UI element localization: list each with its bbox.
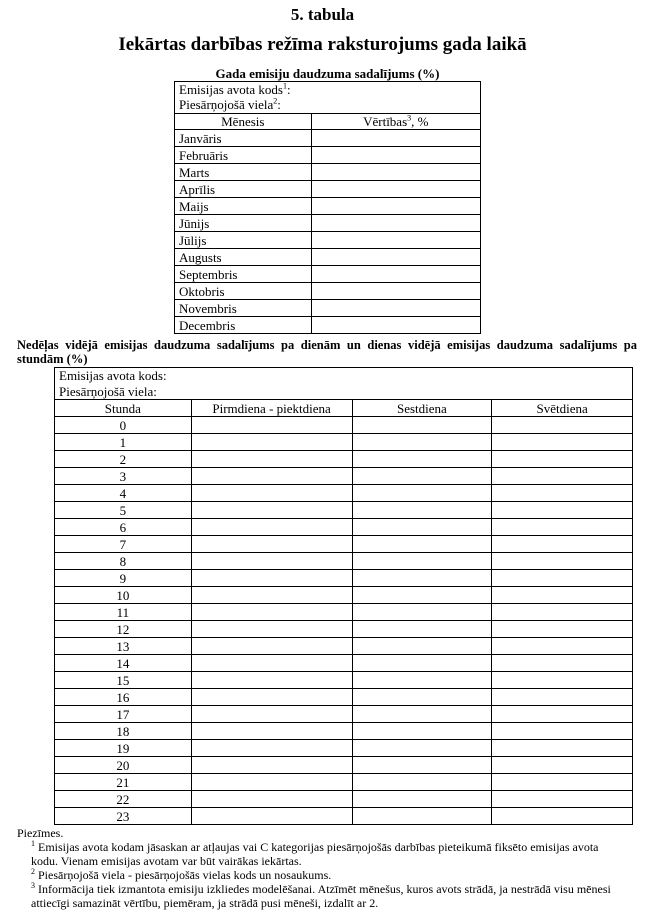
month-column-header: Mēnesis [175,114,312,130]
month-value-cell[interactable] [311,300,480,317]
sunday-value-cell[interactable] [492,468,633,485]
table-row [175,215,481,232]
sunday-value-cell[interactable] [492,621,633,638]
weekdays-value-cell[interactable] [191,570,352,587]
sunday-value-cell[interactable] [492,570,633,587]
saturday-value-cell[interactable] [352,638,492,655]
table-row [175,147,481,164]
colon: : [277,97,281,113]
saturday-value-cell[interactable] [352,655,492,672]
weekdays-value-cell[interactable] [191,655,352,672]
sunday-value-cell[interactable] [492,434,633,451]
weekdays-value-cell[interactable] [191,553,352,570]
hour-label: 3 [55,468,192,485]
table-row [55,689,633,706]
hour-label: 19 [55,740,192,757]
saturday-value-cell[interactable] [352,621,492,638]
weekdays-value-cell[interactable] [191,587,352,604]
weekdays-value-cell[interactable] [191,604,352,621]
hour-label: 4 [55,485,192,502]
month-label: Marts [175,164,312,181]
sunday-value-cell[interactable] [492,638,633,655]
sunday-value-cell[interactable] [492,808,633,825]
month-label: Maijs [175,198,312,215]
sunday-value-cell[interactable] [492,604,633,621]
month-value-cell[interactable] [311,198,480,215]
hour-column-header: Stunda [55,400,192,417]
hour-label: 22 [55,791,192,808]
month-label: Janvāris [175,130,312,147]
pollutant-label: Piesārņojošā viela [179,97,274,113]
weekdays-value-cell[interactable] [191,468,352,485]
hour-label: 6 [55,519,192,536]
table-row [55,536,633,553]
table-row [55,808,633,825]
footnote-ref: 2 [273,96,278,106]
hourly-table-caption: Nedēļas vidējā emisijas daudzuma sadalījums pa dienām un dienas vidējā emisijas daudzuma sadalījums pa stundām (%) [17,338,637,366]
hour-label: 10 [55,587,192,604]
table-row [55,672,633,689]
hour-label: 14 [55,655,192,672]
table-number: 5. tabula [290,5,355,24]
sunday-value-cell[interactable] [492,485,633,502]
saturday-value-cell[interactable] [352,553,492,570]
table-row [55,434,633,451]
hour-label: 17 [55,706,192,723]
saturday-value-cell[interactable] [352,740,492,757]
table-row [175,249,481,266]
table-row [55,587,633,604]
saturday-value-cell[interactable] [352,706,492,723]
saturday-value-cell[interactable] [352,757,492,774]
month-value-cell[interactable] [311,283,480,300]
source-code-label: Emisijas avota kods [179,81,283,97]
hour-label: 13 [55,638,192,655]
month-value-cell[interactable] [311,164,480,181]
sunday-value-cell[interactable] [492,672,633,689]
table-row [55,740,633,757]
sunday-value-cell[interactable] [492,740,633,757]
saturday-value-cell[interactable] [352,587,492,604]
month-label: Jūlijs [175,232,312,249]
sunday-value-cell[interactable] [492,553,633,570]
table-row [55,553,633,570]
table-row [55,519,633,536]
note-text: Informācija tiek izmantota emisiju izkliedes modelēšanai. Atzīmēt mēnešus, kuros avots strādā, ja nestrādā visu mēnesi attiecīgi samazināt vērtību, piemēram, ja strādā pusi mēneši, izdalīt ar 2. [31,882,611,910]
sunday-value-cell[interactable] [492,536,633,553]
hour-label: 12 [55,621,192,638]
sunday-value-cell[interactable] [492,417,633,434]
weekdays-value-cell[interactable] [191,706,352,723]
saturday-value-cell[interactable] [352,689,492,706]
weekdays-value-cell[interactable] [191,774,352,791]
saturday-value-cell[interactable] [352,604,492,621]
weekdays-value-cell[interactable] [191,451,352,468]
page-title: Iekārtas darbības režīma raksturojums gada laikā [118,34,527,55]
table-row [55,485,633,502]
table-row [175,130,481,147]
saturday-value-cell[interactable] [352,774,492,791]
weekdays-value-cell[interactable] [191,621,352,638]
weekdays-column-header: Pirmdiena - piektdiena [191,400,352,417]
sunday-value-cell[interactable] [492,587,633,604]
annual-table-caption: Gada emisiju daudzuma sadalījums (%) [215,66,440,81]
note-text: Emisijas avota kodam jāsaskan ar atļaujas vai C kategorijas piesārņojošās darbības pieteikumā fiksēto emisijas avota kodu. Vienam emisijas avotam var būt vairākas iekārtas. [31,840,599,868]
weekdays-value-cell[interactable] [191,485,352,502]
sunday-value-cell[interactable] [492,519,633,536]
table-row [175,317,481,334]
weekdays-value-cell[interactable] [191,808,352,825]
table-row [175,300,481,317]
table-row [55,757,633,774]
month-label: Februāris [175,147,312,164]
hour-label: 20 [55,757,192,774]
table-row [175,266,481,283]
values-column-header [311,114,480,130]
table-row [55,706,633,723]
saturday-value-cell[interactable] [352,519,492,536]
table-row [55,655,633,672]
sunday-value-cell[interactable] [492,451,633,468]
hourly-emission-table [54,367,633,825]
table-row [55,468,633,485]
month-value-cell[interactable] [311,147,480,164]
table-row [175,283,481,300]
saturday-value-cell[interactable] [352,723,492,740]
hour-label: 8 [55,553,192,570]
hour-label: 21 [55,774,192,791]
month-label: Novembris [175,300,312,317]
table-row [55,638,633,655]
table-row [175,198,481,215]
weekdays-value-cell[interactable] [191,791,352,808]
sunday-value-cell[interactable] [492,502,633,519]
note-item [17,882,622,910]
annual-source-code-cell[interactable] [175,82,481,98]
hour-label: 0 [55,417,192,434]
table-row [55,417,633,434]
month-label: Oktobris [175,283,312,300]
month-label: Decembris [175,317,312,334]
colon: : [287,81,291,97]
saturday-value-cell[interactable] [352,417,492,434]
footnote-ref: 1 [283,81,287,91]
hour-label: 5 [55,502,192,519]
month-label: Septembris [175,266,312,283]
table-row [55,570,633,587]
saturday-value-cell[interactable] [352,570,492,587]
month-value-cell[interactable] [311,215,480,232]
table-row [55,791,633,808]
sunday-value-cell[interactable] [492,757,633,774]
notes-title: Piezīmes. [17,826,64,840]
table-row [55,723,633,740]
footnote-number: 1 [31,839,35,848]
saturday-value-cell[interactable] [352,451,492,468]
month-value-cell[interactable] [311,266,480,283]
weekdays-value-cell[interactable] [191,502,352,519]
month-label: Augusts [175,249,312,266]
values-unit: , % [411,114,429,129]
weekdays-value-cell[interactable] [191,689,352,706]
footnote-number: 2 [31,867,35,876]
notes-section [17,826,622,910]
month-value-cell[interactable] [311,130,480,147]
note-text: Piesārņojošā viela - piesārņojošās vielas kods un nosaukums. [38,868,332,882]
month-value-cell[interactable] [311,232,480,249]
saturday-column-header: Sestdiena [352,400,492,417]
note-item [17,868,622,882]
table-row [55,774,633,791]
saturday-value-cell[interactable] [352,672,492,689]
table-row [55,451,633,468]
sunday-value-cell[interactable] [492,655,633,672]
saturday-value-cell[interactable] [352,434,492,451]
weekdays-value-cell[interactable] [191,740,352,757]
sunday-value-cell[interactable] [492,689,633,706]
note-item [17,840,622,868]
month-value-cell[interactable] [311,181,480,198]
hour-label: 18 [55,723,192,740]
saturday-value-cell[interactable] [352,485,492,502]
weekdays-value-cell[interactable] [191,672,352,689]
hour-label: 7 [55,536,192,553]
saturday-value-cell[interactable] [352,502,492,519]
weekdays-value-cell[interactable] [191,536,352,553]
table-row [175,232,481,249]
footnote-ref: 3 [407,113,412,123]
hourly-source-code-cell[interactable]: Emisijas avota kods: [55,368,633,384]
table-row [55,621,633,638]
month-value-cell[interactable] [311,317,480,334]
month-label: Jūnijs [175,215,312,232]
annual-pollutant-cell[interactable] [175,98,481,114]
table-row [175,164,481,181]
weekdays-value-cell[interactable] [191,434,352,451]
sunday-value-cell[interactable] [492,706,633,723]
saturday-value-cell[interactable] [352,791,492,808]
sunday-column-header: Svētdiena [492,400,633,417]
hour-label: 15 [55,672,192,689]
footnote-number: 3 [31,881,35,890]
table-row [55,502,633,519]
table-row [175,181,481,198]
hour-label: 9 [55,570,192,587]
hour-label: 23 [55,808,192,825]
weekdays-value-cell[interactable] [191,757,352,774]
sunday-value-cell[interactable] [492,774,633,791]
saturday-value-cell[interactable] [352,536,492,553]
month-value-cell[interactable] [311,249,480,266]
hour-label: 2 [55,451,192,468]
weekdays-value-cell[interactable] [191,723,352,740]
hourly-pollutant-cell[interactable]: Piesārņojošā viela: [55,384,633,400]
weekdays-value-cell[interactable] [191,417,352,434]
sunday-value-cell[interactable] [492,791,633,808]
values-label: Vērtības [363,114,408,129]
hour-label: 16 [55,689,192,706]
month-label: Aprīlis [175,181,312,198]
weekdays-value-cell[interactable] [191,638,352,655]
weekdays-value-cell[interactable] [191,519,352,536]
hour-label: 11 [55,604,192,621]
hour-label: 1 [55,434,192,451]
annual-emission-table [174,81,481,334]
table-row [55,604,633,621]
saturday-value-cell[interactable] [352,808,492,825]
saturday-value-cell[interactable] [352,468,492,485]
sunday-value-cell[interactable] [492,723,633,740]
